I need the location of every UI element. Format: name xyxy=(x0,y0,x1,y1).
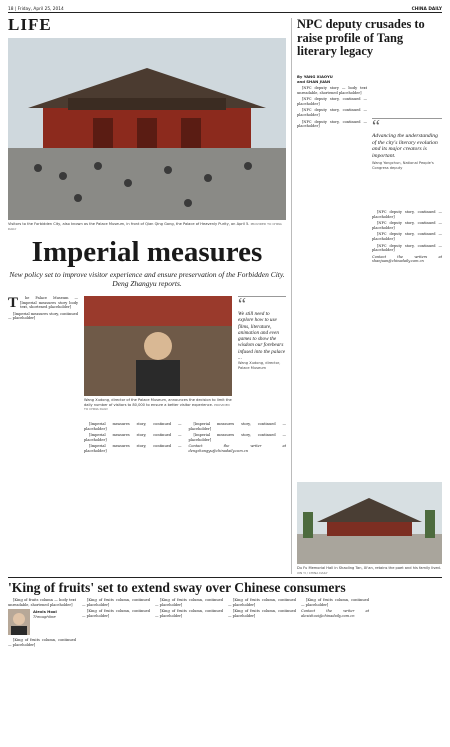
npc-body-col2: [NPC deputy story, continued — placeholder] [NPC deputy story, continued — placeholder] [NPC deputy story, continued — placeholder] [NPC deputy story, continued — placeholder] Contact the writers at shanjuan@chinadaily.com.cn xyxy=(372,210,442,264)
npc-photo-caption: Du Fu Memorial Hall in Shaoling Tan, Xi'an, retains the poet and his family lived. XIN YI / CHINA DAILY xyxy=(297,566,441,575)
header-rule xyxy=(8,12,442,13)
kingfruit-body-col1: [King of fruits column — body text unreadable, shortened placeholder] Alexis Hooi Throughline [King of fruits column, continued — placeholder] xyxy=(8,598,76,647)
imperial-quote-mark: “ xyxy=(238,294,246,314)
imperial-dropcap: T xyxy=(8,296,19,311)
imperial-photo-caption: Wang Xudong, director of the Palace Museum, announces the decision to limit the daily number of visitors to 80,000 to ensure a better visitor experience. PROVIDED TO CHINA DAILY xyxy=(84,398,232,412)
kingfruit-author-box xyxy=(8,609,76,635)
imperial-deck: New policy set to improve visitor experience and ensure preservation of the Forbidden City. Deng Zhangyu reports. xyxy=(9,270,285,288)
imperial-photo-image xyxy=(84,296,232,396)
top-photo-image xyxy=(8,38,286,220)
imperial-body-cols: [Imperial measures story, continued — placeholder] [Imperial measures story, continued — placeholder] [Imperial measures story, continued — placeholder] [Imperial measures story, continued — placeholder] [Imperial measures story, continued — placeholder] Contact the writer at dengzhangyu@chinadaily.com.cn xyxy=(84,422,286,453)
npc-byline: By YANG XIAOYU and SHAN JUAN xyxy=(297,74,333,84)
npc-headline: NPC deputy crusades to raise profile of Tang literary legacy xyxy=(297,17,425,59)
section-title: LIFE xyxy=(8,15,52,34)
kingfruit-body-cols: [King of fruits column, continued — placeholder] [King of fruits column, continued — placeholder] [King of fruits column, continued — placeholder] [King of fruits column, continued — placeholder] [King of fruits column, continued — placeholder] [King of fruits column, continued — placeholder] [King of fruits column, continued — placeholder] Contact the writer at alexishooi@chinadaily.com.cn xyxy=(82,598,369,618)
page-header xyxy=(8,3,442,16)
top-photo-caption: Visitors to the Forbidden City, also known as the Palace Museum, in front of Qian Qing Gong, the Palace of Heavenly Purity, on April 5. PROVIDED TO CHINA DAILY xyxy=(8,222,282,231)
author-photo xyxy=(8,609,30,635)
column-divider xyxy=(291,18,292,574)
masthead: CHINA DAILY xyxy=(411,7,442,12)
npc-photo-image xyxy=(297,482,442,564)
bottom-section-rule xyxy=(8,577,442,578)
page-date: 18 | Friday, April 25, 2014 xyxy=(8,7,64,12)
author-mugshot xyxy=(8,609,30,635)
imperial-headline: Imperial measures xyxy=(31,236,263,268)
kingfruit-headline: 'King of fruits' set to extend sway over Chinese consumers xyxy=(8,580,346,595)
npc-photo xyxy=(297,482,442,564)
author-name: Alexis Hooi xyxy=(33,609,57,615)
imperial-photo xyxy=(84,296,232,396)
column-name: Throughline xyxy=(33,614,56,620)
imperial-body-col1: T he Palace Museum — [Imperial measures story body text, shortened placeholder] [Imperial measures story, continued — placeholder] xyxy=(8,296,78,321)
npc-quote-mark: “ xyxy=(372,116,380,136)
npc-body-col1: [NPC deputy story — body text unreadable, shortened placeholder] [NPC deputy story, continued — placeholder] [NPC deputy story, continued — placeholder] [NPC deputy story, continued — placeholder] xyxy=(297,86,367,129)
npc-pullquote: “ Advancing the understanding of the city's literary evolution and its major creators is important. Wang Yongchun, National People's Congress deputy xyxy=(372,118,442,205)
imperial-pullquote: “ We still need to explore how to use films, literature, animation and even games to show the wisdom our forebears infused into the palace ... Wang Xudong, director, Palace Museum xyxy=(238,296,286,377)
top-photo xyxy=(8,38,286,220)
